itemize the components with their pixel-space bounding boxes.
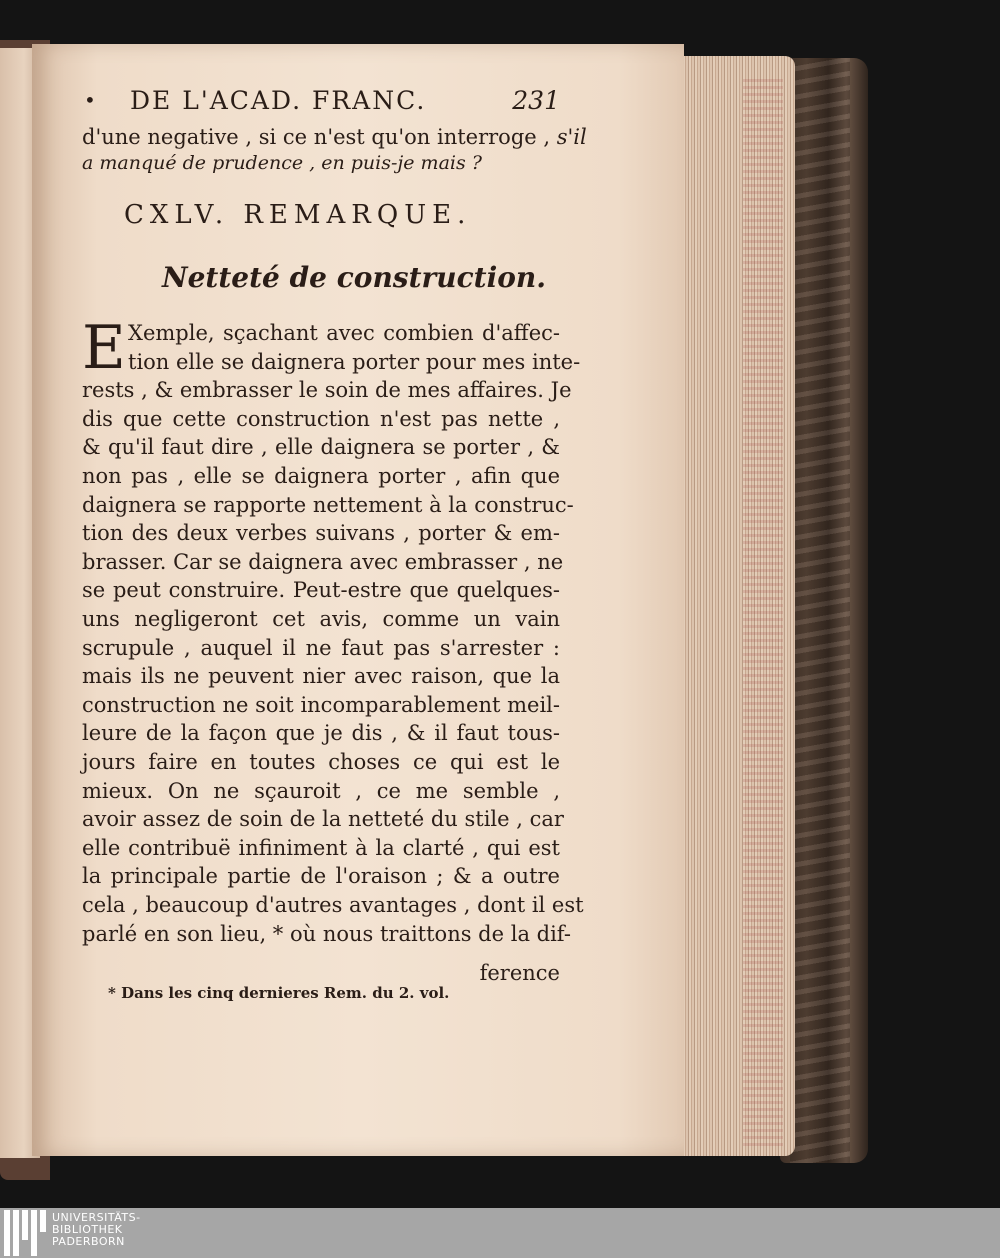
text-run: d'une negative , si ce n'est qu'on interroge , (82, 125, 557, 149)
body-line: mieux. On ne sçauroit , ce me semble , (82, 778, 560, 803)
text-run-italic: s'il (556, 125, 587, 149)
body-line: brasser. Car se daignera avec embrasser , ne (82, 549, 564, 574)
drop-cap: E (82, 313, 126, 383)
remark-subheading: Netteté de construction. (162, 261, 547, 294)
body-line: construction ne soit incomparablement meil- (82, 692, 560, 717)
body-line: & qu'il faut dire , elle daignera se porter , & (82, 435, 560, 460)
body-line: mais ils ne peuvent nier avec raison, que la (82, 664, 560, 689)
text-line: a manqué de prudence , en puis-je mais ? (82, 152, 482, 174)
body-line: cela , beaucoup d'autres avantages , dont il est (82, 893, 584, 917)
body-line: daignera se rapporte nettement à la construc- (82, 492, 574, 517)
body-line: parlé en son lieu, * où nous traittons de la dif- (82, 921, 571, 946)
catchword: ference (479, 961, 560, 985)
remark-heading: CXLV. REMARQUE. (124, 200, 472, 230)
library-name-line: UNIVERSITÄTS- (52, 1211, 141, 1224)
body-line: jours faire en toutes choses ce qui est le (82, 750, 560, 774)
library-name-line: PADERBORN (52, 1235, 125, 1248)
body-line: rests , & embrasser le soin de mes affaires. Je (82, 378, 572, 403)
body-line: avoir assez de soin de la netteté du stile , car (82, 807, 564, 832)
body-line: tion des deux verbes suivans , porter & em- (82, 521, 560, 546)
body-line: dis que cette construction n'est pas nette , (82, 406, 560, 431)
library-footer (0, 1208, 1000, 1258)
body-line: leure de la façon que je dis , & il faut tous- (82, 721, 560, 746)
body-line: Xemple, sçachant avec combien d'affec- (128, 321, 560, 345)
body-line: non pas , elle se daignera porter , afin que (82, 464, 560, 488)
body-line: la principale partie de l'oraison ; & a outre (82, 864, 560, 889)
book-page (32, 44, 684, 1156)
library-logo-icon (0, 1210, 48, 1256)
background (0, 0, 1000, 40)
body-line: scrupule , auquel il ne faut pas s'arrester : (82, 635, 560, 660)
page-number: 231 (512, 86, 560, 115)
body-line: tion elle se daignera porter pour mes inte- (128, 349, 581, 374)
running-head (82, 86, 560, 118)
body-line: uns negligeront cet avis, comme un vain (82, 607, 560, 631)
library-name (52, 1212, 141, 1248)
footnote: * Dans les cinq dernieres Rem. du 2. vol. (108, 984, 450, 1002)
body-line: se peut construire. Peut-estre que quelques- (82, 578, 560, 603)
page-block-edge (683, 56, 795, 1156)
body-line: elle contribuë infiniment à la clarté , qui est (82, 835, 560, 860)
library-name-line: BIBLIOTHEK (52, 1223, 123, 1236)
running-head-dot: • (84, 88, 96, 112)
running-head-title: DE L'ACAD. FRANC. (130, 86, 427, 115)
